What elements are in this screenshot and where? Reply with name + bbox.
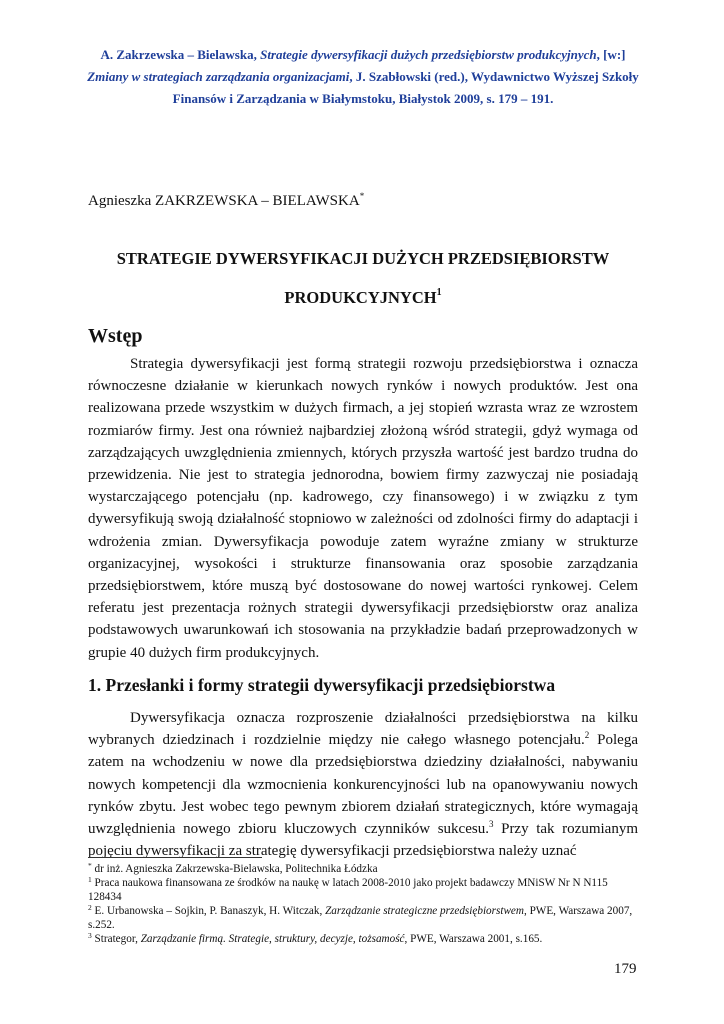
section-1-text-3: Przy tak rozumianym pojęciu dywersyfikacji za strategię dywersyfikacji przedsiębiorstwa należy uznać (88, 821, 638, 860)
title-line-1: STRATEGIE DYWERSYFIKACJI DUŻYCH PRZEDSIĘBIORSTW (116, 249, 610, 268)
citation-header (80, 44, 646, 110)
citation-in: , [w:] (596, 47, 626, 62)
footnotes (88, 862, 638, 946)
section-1-paragraph (88, 707, 638, 862)
author-line (88, 191, 364, 210)
section-1-text-2: Polega zatem na wchodzeniu w nowe dla przedsiębiorstwa dziedziny działalności, nabywaniu nowych kompetencji dla wzmocnienia konkurencyjności lub na opanowywaniu nowych rynków zbytu. Jest wobec tego pewnym zbiorem działań strategicznych, które wymagają uwzględnienia nowego zbioru kluczowych czynników sukcesu. (88, 732, 638, 838)
footnote-3 (88, 932, 638, 946)
section-heading-1: 1. Przesłanki i formy strategii dywersyfikacji przedsiębiorstwa (88, 675, 556, 695)
footnote-text: , PWE, Warszawa 2001, s.165. (404, 933, 543, 945)
citation-publisher: , J. Szabłowski (red.), Wydawnictwo Wyższej Szkoły Finansów i Zarządzania w Białymstoku, Białystok 2009, s. 179 – 191. (172, 69, 639, 106)
paper-title (80, 242, 646, 315)
footnote-text: E. Urbanowska – Sojkin, P. Banaszyk, H. Witczak, (91, 905, 326, 917)
title-footnote-mark: 1 (436, 287, 442, 298)
footnote-book-title: Zarządzanie firmą. Strategie, struktury, decyzje, tożsamość (140, 933, 405, 945)
footnote-1 (88, 876, 638, 904)
title-line-2-text: PRODUKCYJNYCH (284, 288, 437, 307)
section-heading-intro: Wstęp (88, 325, 143, 347)
footnote-text: , PWE, Warszawa 2007, s.252. (88, 905, 633, 931)
footnote-2 (88, 904, 638, 932)
citation-chapter-title: Strategie dywersyfikacji dużych przedsiębiorstw produkcyjnych (260, 47, 597, 62)
footnote-mark: 1 (88, 875, 92, 884)
intro-paragraph-text: Strategia dywersyfikacji jest formą strategii rozwoju przedsiębiorstwa i oznacza równoczesne działanie w kierunkach nowych rynków i nowych produktów. Jest ona realizowana przede wszystkim w dużych firmach, a jej stopień wzrasta wraz ze wzrostem rozmiarów firmy. Jest ona również najbardziej złożoną wśród strategii, gdyż wymaga od zarządzających uwzględnienia zmiennych, których przyszła wartość jest bardzo trudna do przewidzenia. Nie jest to strategia jednorodna, bowiem firmy zazwyczaj nie posiadają wystarczającego potencjału (np. kadrowego, czy finansowego) i w związku z tym dywersyfikują swoją działalność stopniowo w zależności od zdolności firmy do adaptacji i wdrożenia zmian. Dywersyfikacja powoduje zatem wyraźne zmiany w strukturze organizacyjnej, wysokości i strukturze finansowania oraz sposobie zarządzania przedsiębiorstwem, które muszą być dostosowane do nowej wartości rynkowej. Celem referatu jest prezentacja rożnych strategii dywersyfikacji przedsiębiorstw oraz analiza podstawowych uwarunkowań ich stosowania na przykładzie badań przeprowadzonych w grupie 40 dużych firm produkcyjnych. (88, 356, 638, 661)
footnote-ref-3: 3 (488, 819, 494, 830)
author-footnote-mark: * (359, 191, 365, 201)
title-line-2 (80, 276, 646, 315)
footnote-book-title: Zarządzanie strategiczne przedsiębiorstwem (325, 905, 524, 917)
footnote-text: Strategor, (91, 933, 141, 945)
section-1-text-1: Dywersyfikacja oznacza rozproszenie działalności przedsiębiorstwa na kilku wybranych dziedzinach i rozdzielnie między nie całego własnego potencjału. (88, 710, 638, 749)
footnote-text: Praca naukowa finansowana ze środków na naukę w latach 2008-2010 jako projekt badawczy MNiSW Nr N N115 128434 (88, 877, 608, 903)
footnote-text: dr inż. Agnieszka Zakrzewska-Bielawska, Politechnika Łódzka (91, 863, 378, 875)
intro-paragraph (88, 353, 638, 664)
footnote-separator (88, 857, 262, 858)
citation-author: A. Zakrzewska – Bielawska, (100, 47, 261, 62)
footnote-author (88, 862, 638, 876)
citation-book-title: Zmiany w strategiach zarządzania organizacjami (87, 69, 350, 84)
footnote-mark: 2 (88, 903, 92, 912)
footnote-mark: * (88, 861, 92, 870)
page-number: 179 (614, 961, 637, 977)
footnote-mark: 3 (88, 931, 92, 940)
footnote-ref-2: 2 (584, 730, 590, 741)
author-name: Agnieszka ZAKRZEWSKA – BIELAWSKA (88, 193, 360, 209)
